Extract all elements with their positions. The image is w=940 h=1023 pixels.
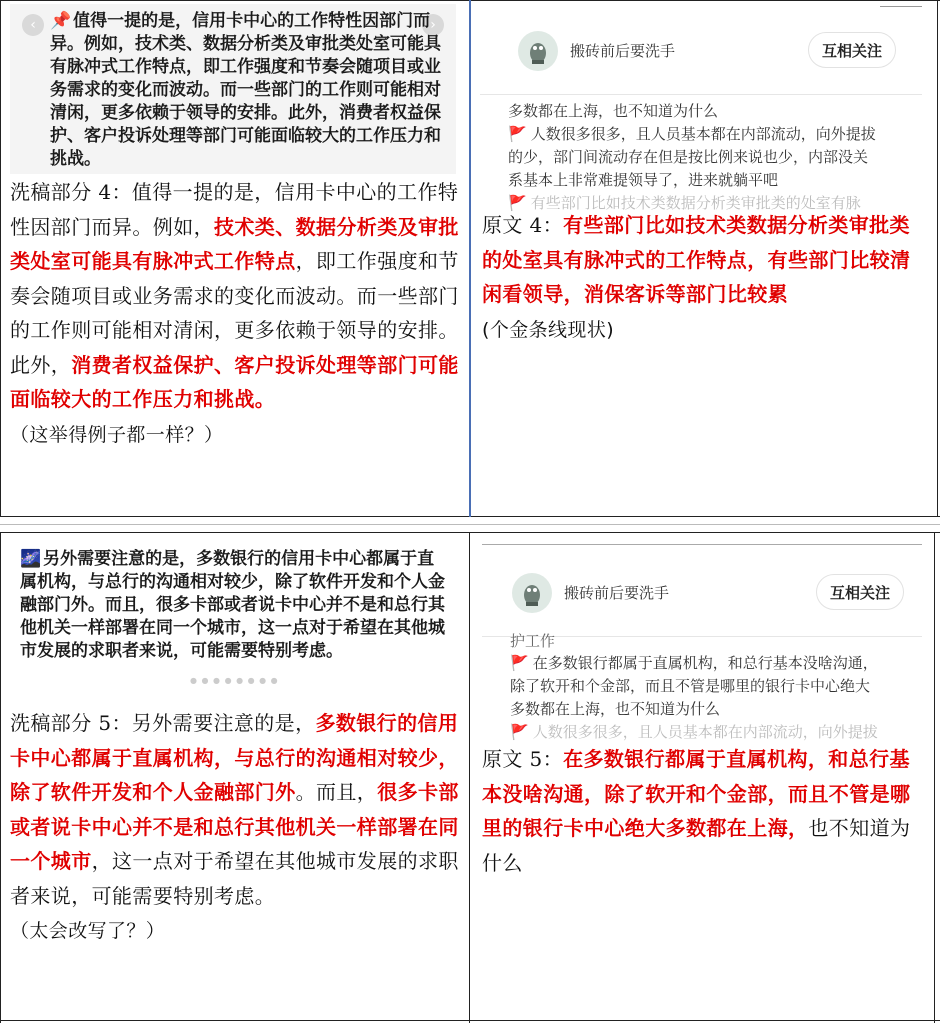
post-line: 在多数银行都属于直属机构，和总行基本没啥沟通， [532, 654, 878, 672]
follow-button[interactable]: 互相关注 [808, 32, 896, 68]
rewrite-screenshot-4 [10, 4, 456, 174]
original-label: 原文 5： [482, 747, 564, 771]
username[interactable]: 搬砖前后要洗手 [570, 41, 676, 60]
post-line: 系基本上非常难提领导了，进来就躺平吧 [508, 171, 779, 189]
rewrite-text: 洗稿部分 4：值得一提的是，信用卡中心的工作特性因部门而异。例如， [10, 180, 459, 239]
rewrite-screenshot-5 [10, 542, 456, 702]
rewrite-screenshot-text: 值得一提的是，信用卡中心的工作特性因部门而异。例如，技术类、数据分析类及审批类处室可能具有脉冲式工作特点，即工作强度和节奏会随项目或业务需求的变化而波动。而一些部门的工作则可能相对清闲，更多依赖于领导的安排。此外，消费者权益保护、客户投诉处理等部门可能面临较大的工作压力和挑战。 [50, 11, 441, 169]
post-line: 有些部门比如技术类数据分析类审批类的处室有脉 [530, 194, 861, 212]
original-highlight: 在多数银行都属于直属机构，和总行基本没啥沟通，除了软开和个金部，而且不管是哪里的银行卡中心绝大多数都在上海， [482, 747, 911, 840]
rewrite-screenshot-text: 另外需要注意的是，多数银行的信用卡中心都属于直属机构，与总行的沟通相对较少，除了软件开发和个人金融部门外。而且，很多卡部或者说卡中心并不是和总行其他机关一样部署在同一个城市，这一点对于希望在其他城市发展的求职者来说，可能需要特别考虑。 [20, 549, 445, 661]
rewrite-text: ，即工作强度和节奏会随项目或业务需求的变化而波动。而一些部门的工作则可能相对清闲，更多依赖于领导的安排。此外， [10, 249, 459, 377]
red-flag-icon: 🚩 [508, 125, 527, 143]
table2-top-border [0, 532, 940, 533]
rewrite-highlight: 多数银行的信用卡中心都属于直属机构，与总行的沟通相对较少，除了软件开发和个人金融部门外 [10, 711, 459, 804]
table1-left-border [0, 0, 1, 517]
reviewer-note: （太会改写了？） [10, 920, 166, 942]
rewrite-highlight: 技术类、数据分析类及审批类处室可能具有脉冲式工作特点 [10, 214, 459, 273]
crop-edge [880, 6, 922, 7]
post-line: 多数都在上海，也不知道为什么 [508, 102, 719, 120]
pin-icon: 📌 [50, 11, 72, 31]
rewrite-text: 。而且， [295, 780, 378, 804]
table2-divider [469, 532, 470, 1023]
rewrite-paragraph-5 [10, 706, 462, 949]
rewrite-text: 洗稿部分 5：另外需要注意的是， [10, 711, 316, 735]
red-flag-icon: 🚩 [510, 654, 529, 672]
original-paragraph-5 [482, 742, 928, 880]
original-screenshot-4 [480, 6, 922, 212]
original-highlight: 有些部门比如技术类数据分析类审批类的处室具有脉冲式的工作特点，有些部门比较清闲看领导，消保客诉等部门比较累 [482, 213, 911, 306]
crop-edge [480, 94, 922, 95]
reviewer-note: （这举得例子都一样？） [10, 423, 224, 446]
carousel-dots[interactable]: ● ● ● ● ● ● ● ● [190, 676, 279, 685]
post-line: 多数都在上海，也不知道为什么 [510, 700, 721, 718]
rewrite-highlight: 消费者权益保护、客户投诉处理等部门可能面临较大的工作压力和挑战。 [10, 352, 459, 411]
table2-bottom-border [0, 1020, 940, 1021]
rewrite-paragraph-4 [10, 175, 462, 452]
post-line: 除了软开和个金部，而且不管是哪里的银行卡中心绝大 [510, 677, 871, 695]
post-line: 的少，部门间流动存在但是按比例来说也少，内部没关 [508, 148, 869, 166]
avatar [512, 573, 552, 613]
red-flag-icon: 🚩 [510, 723, 529, 741]
table2-left-border [0, 532, 1, 1023]
table1-right-border [937, 0, 938, 517]
table2-right-border [934, 532, 935, 1023]
original-text: (个金条线现状) [482, 318, 615, 341]
post-line: 人数很多很多，且人员基本都在内部流动，向外提拔 [530, 125, 876, 143]
follow-button[interactable]: 互相关注 [816, 574, 904, 610]
red-flag-icon: 🚩 [508, 194, 527, 212]
author-profile [480, 12, 922, 90]
original-label: 原文 4： [482, 213, 564, 237]
rewrite-text: ，这一点对于希望在其他城市发展的求职者来说，可能需要特别考虑。 [10, 849, 459, 908]
author-profile [482, 554, 922, 632]
rewrite-highlight: 很多卡部或者说卡中心并不是和总行其他机关一样部署在同一个城市 [10, 780, 459, 873]
original-screenshot-5 [482, 544, 922, 741]
post-line: 人数很多很多，且人员基本都在内部流动，向外提拔 [532, 723, 878, 741]
galaxy-icon: 🌌 [20, 549, 42, 569]
crop-edge [482, 544, 922, 545]
username[interactable]: 搬砖前后要洗手 [564, 583, 670, 602]
original-paragraph-4 [482, 208, 928, 347]
page-break-line [0, 524, 940, 525]
post-line: 护工作 [510, 632, 556, 650]
prev-image-button[interactable]: ‹ [22, 14, 44, 36]
next-image-button[interactable]: › [422, 14, 444, 36]
original-text: 也不知道为什么 [482, 816, 911, 875]
avatar [518, 31, 558, 71]
table1-divider [469, 0, 471, 517]
